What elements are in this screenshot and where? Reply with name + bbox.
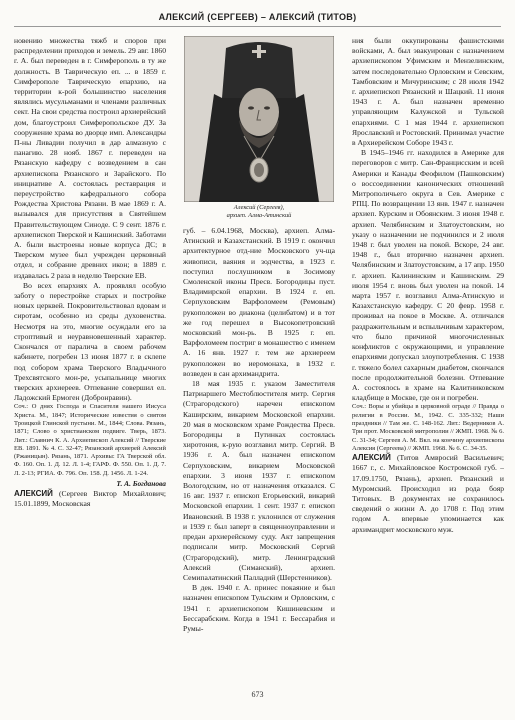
column-1 (14, 36, 166, 676)
article-author: Т. А. Богданова (116, 478, 166, 488)
paragraph: губ. – 6.04.1968, Москва), архиеп. Алма-Атинский и Казахстанский. В 1919 г. окончил архитектурное отд-ние Московского уч-ща живописи, ваяния и зодчества, в 1923 г. поступил послушником в Зосимову Смоленской иконы Пресв. Богородицы пуст. Владимирской епархии. В 1924 г. еп. Серпуховским Варфоломеем (Ремовым) рукоположен во диакона (целибатом) и в тот же год перешел в Высокопетровский московский мон-рь. В 1925 г. еп. Варфоломеем постриг в монашество с именем А. 16 янв. 1927 г. тем же архиереем рукоположен во иеромонаха, в 1932 г. возведен в сан архимандрита. (183, 226, 335, 378)
entry-lead: (Сергеев Виктор Михайлович; 15.01.1899, Московская (14, 489, 166, 509)
entry-name: АЛЕКСИЙ (14, 489, 53, 499)
paragraph: В 1945–1946 гг. находился в Америке для переговоров с митр. Сан-Францисским и всей Америки и Канады Феофилом (Пашковским) о воссоединении канонических отношений Митрополичьего округа в Сев. Америке с РПЦ. По возвращении 13 янв. 1947 г. назначен архиеп. Курским и Обоянским. 3 июня 1948 г. архиеп. Челябинским и Златоустовским, но указу о назначении не подчинился и 2 июля 1948 г. был уволен на покой. Вскоре, 24 авг. 1948 г., был вторично назначен архиеп. Челябинским и Златоустовским, а 17 апр. 1950 г. архиеп. Калининским и Кашинским. 29 июля 1954 г. вновь был уволен на покой. 14 марта 1957 г. возглавил Алма-Атинскую и Казахстанскую кафедру. С 20 февр. 1958 г. проживал на покое в Москве. А. отличался раздражительным и вспыльчивым характером, что было причиной многочисленных конфликтов с окружающими, и управление епархиями допускал злоупотребления. С 1938 г. тяжело болел сахарным диабетом, скончался после продолжительной болезни. Отпевание А. состоялось в храме на Калитниковском кладбище в Москве, где он и погребен. (352, 148, 504, 403)
sources-block (352, 403, 504, 453)
portrait-caption (183, 204, 335, 220)
running-header: АЛЕКСИЙ (СЕРГЕЕВ) – АЛЕКСИЙ (ТИТОВ) (158, 12, 357, 22)
entry-heading (352, 453, 504, 535)
paragraph: 18 мая 1935 г. указом Заместителя Патриаршего Местоблюстителя митр. Сергия (Страгородского) наречен епископом Каширским, викарием Московской епархии. 20 мая в московском храме Рождества Пресв. Богородицы в Путинках состоялась хиротония, к-рую возглавил митр. Сергий. В 1936 г. А. был назначен епископом Серпуховским, викарием Московской епархии. 3 июня 1937 г. епископом Вологодским, но от назначения отказался. С 16 авг. 1937 г. епископ Егорьевский, викарий Московской епархии. 1 сент. 1937 г. епископ Ивановский. В 1938 г. уклонился от служения и 1939 г. был заперт в священноуправлении и предан архиерейскому суду. Акт запрещения подписали митр. Московский Сергий (Страгородский), митр. Ленинградский Алексий (Симанский), архиеп. Семипалатинский Палладий (Шерстенников). (183, 379, 335, 582)
sources-text: Соч.: О днях Господа и Спасителя нашего Иисуса Христа. М., 1847; Исторические известия о святом Троицкой Глинской пустыни. М., 1844; Слова. Рязань, 1871; Слово о христианском подвиге. Тверь, 1873. Лит.: Славнич К. А. Архиепископ Алексий // Тверские ЕВ. 1891. № 4. С. 32-47; Рязанский архиерей Алексий (Ржаницын). Рязань, 1871. Архивы: ГА Тверской обл. Ф. 160. Оп. 1. Д. 12. Л. 1-4; ГАРФ. Ф. 550. Оп. 1. Д. 7. Л. 2-13; РГИА. Ф. 796. Оп. 158. Д. 1456. Л. 1-24. (14, 403, 166, 477)
sources-block (14, 403, 166, 478)
column-3 (352, 36, 504, 676)
caption-line: Алексий (Сергеев), (233, 204, 285, 211)
entry-heading (14, 489, 166, 509)
column-2 (183, 36, 335, 676)
entry-lead: (Титов Амвросий Васильевич; 1667 г., с. Михайловское Костромской губ. – 17.09.1750, Рязань), архиеп. Рязанский и Муромский. Происходил из рода бояр Титовых. В документах не сохранилось сведений о жизни А. до 1708 г. Под этим годом А. впервые упоминается как архимандрит московского муж. (352, 453, 504, 534)
caption-line: архиеп. Алма-Атинский (226, 212, 292, 219)
paragraph: В дек. 1940 г. А. принес покаяние и был назначен епископом Тульским и Орловским, с 1941 г. архиепископом Кишиневским и Бессарабским. Когда в 1941 г. Бессарабия и Румы- (183, 583, 335, 633)
page-number: 673 (251, 690, 264, 699)
paragraph: новению множества тяжб и споров при распределении приходов и земель. 29 авг. 1860 г. А. был переведен в г. Симферополь в ту же должность. В Таврическую еп. ... в 1859 г. Симферополе Таврическую епархию, на территории к-рой большинство населения являлись мусульманами и членами различных сект. На свои средства построил архиерейский дом, благоустроил Симферопольское ДУ. За сооружение храма во дворце имп. Александры П-ны Ливадии получил в дар алмазную с панагию. 28 нояб. 1867 г. переведен на Рязанскую кафедру с возведением в сан архиепископа Рязанского и Зарайского. По инициативе А. состоялась реставрация и переустройство кафедрального собора Рождества Христова Рязани. В мае 1869 г. А. вызывался для присутствия в Святейшем Правительствующем Синоде. С 9 сент. 1876 г. архиепископ Тверской и Кашинский. Заботами А. были выстроены новые корпуса ДС; в Тверском музее был учрежден церковный отдел, и собрание древних икон; в 1889 г. издавалась 2 раза в неделю Тверские ЕВ. (14, 36, 166, 280)
header-rule (14, 26, 501, 27)
paragraph: ния были оккупированы фашистскими войсками, А. был эвакуирован с назначением архиепископом Уфимским и Мензелинским, затем последовательно Орловским и Севским, Тамбовским и Мичуринским; с 28 июля 1942 г. архиепископ Рязанский и Шацкий. 11 июня 1943 г. А. был назначен временно управляющим Калужской и Тульской епархиями. С 1 мая 1944 г. архиепископ Ярославский и Ростовский. Принимал участие в Архиерейском Соборе 1943 г. (352, 36, 504, 148)
portrait-image (184, 36, 334, 202)
portrait-illustration (184, 36, 334, 202)
entry-name: АЛЕКСИЙ (352, 453, 391, 463)
paragraph: Во всех епархиях А. проявлял особую заботу о перестройке старых и постройке новых церквей. Покровительствовал вдовам и сиротам, особенно из среды духовенства. Несмотря на это, многие осуждали его за строптивый и неуравновешенный характер. Скончался от паралича в своем рабочем кабинете, погребен 13 июня 1877 г. в склепе под собором храма Тверского Владычного Трехсвятского мон-ре, усыпальнице многих тверских архиереев. Отпевание совершил ел. Ладожский Ермоген (Добронравин). (14, 280, 166, 403)
sources-text: Соч.: Воры и убийцы в церковной ограде // Правда о религии в России. М., 1942. С. 335-332; Наши праздники // Там же. С. 148-162. Лит.: Ведерников А. Три прот. Московской митрополии // ЖМП. 1968. № 6. С. 31-34; Сергеев А. М. Вкл. на кончину архиепископа Алексия (Сергеева) // ЖМП. 1968. № 6. С. 34-35. (352, 403, 504, 452)
